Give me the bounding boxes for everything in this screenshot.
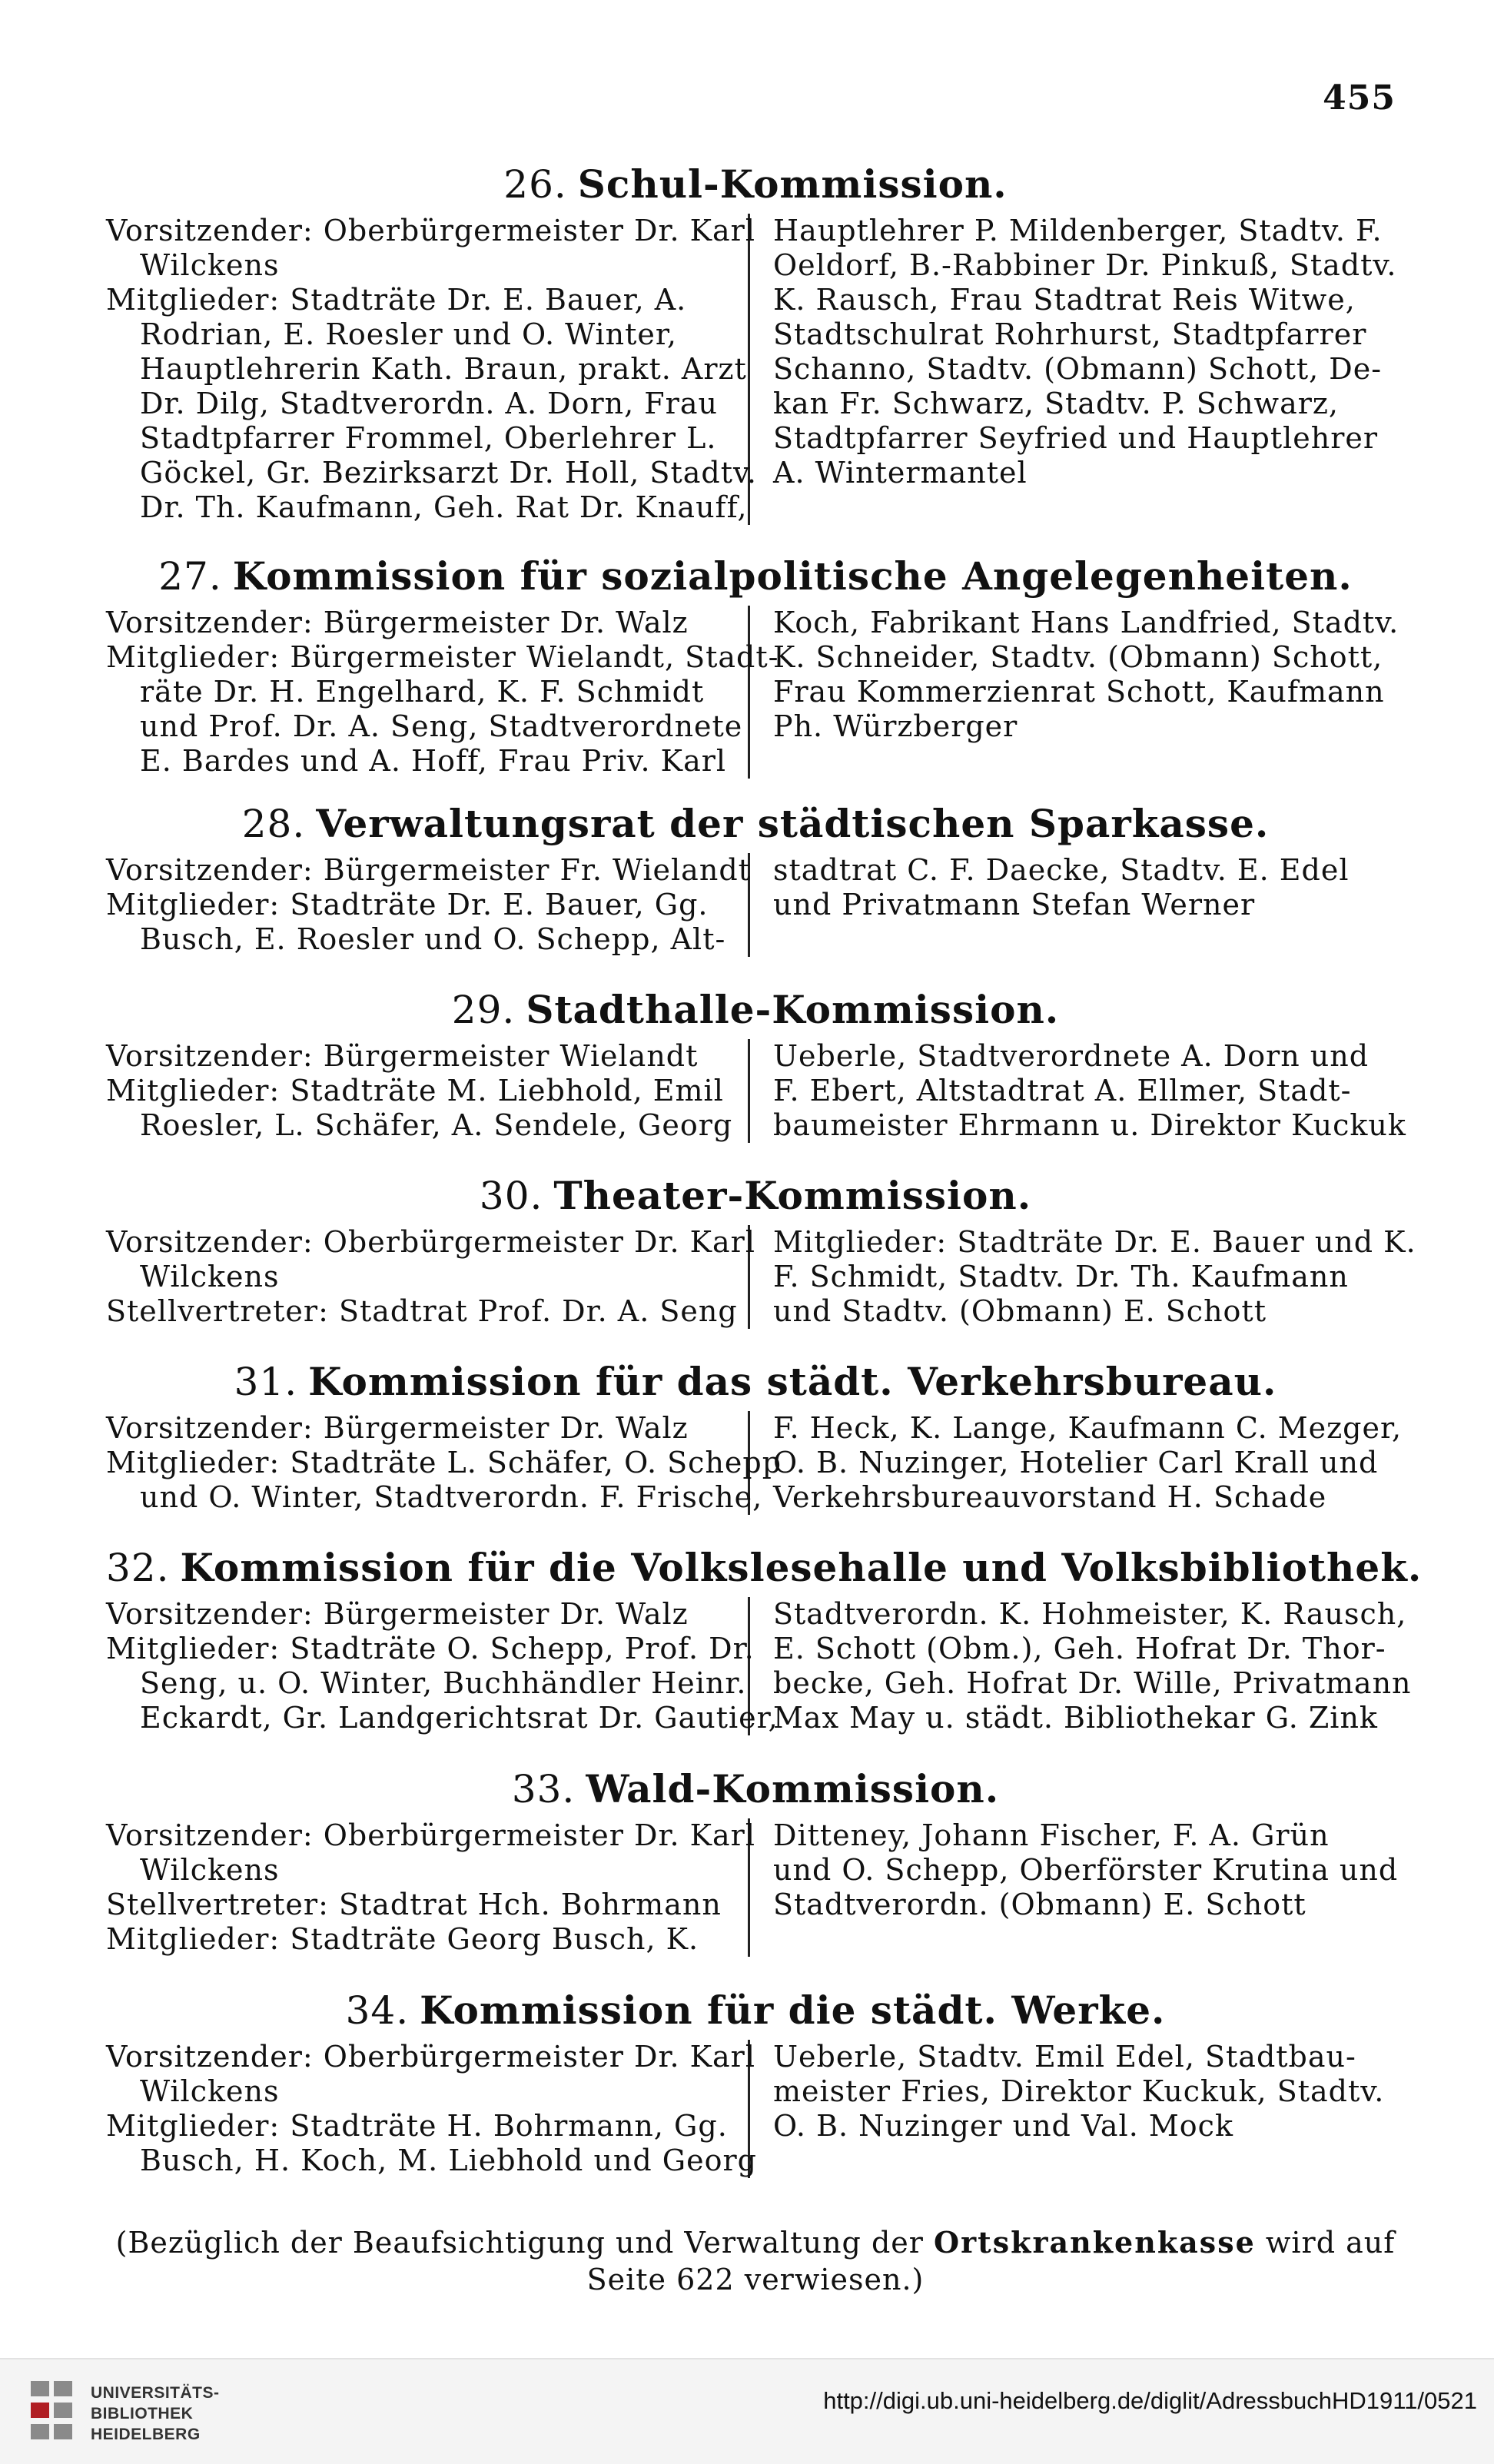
section-title <box>106 1357 1405 1406</box>
section-columns <box>106 1225 1416 1329</box>
text-line: F. Heck, K. Lange, Kaufmann C. Mezger, <box>773 1411 1403 1445</box>
text-line: Roesler, L. Schäfer, A. Sendele, Georg <box>140 1108 733 1142</box>
text-line: Ditteney, Johann Fischer, F. A. Grün <box>773 1818 1330 1852</box>
text-line: und O. Winter, Stadtverordn. F. Frische, <box>140 1480 763 1514</box>
text-line: O. B. Nuzinger, Hotelier Carl Krall und <box>773 1446 1379 1479</box>
left-column <box>106 853 750 957</box>
text-line: Stellvertreter: Stadtrat Hch. Bohrmann <box>106 1888 722 1921</box>
text-line: und Prof. Dr. A. Seng, Stadtverordnete <box>140 709 743 743</box>
text-line: Mitglieder: Stadträte Dr. E. Bauer, A. <box>106 283 687 317</box>
text-line: Stadtpfarrer Seyfried und Hauptlehrer <box>773 421 1379 455</box>
section-columns <box>106 606 1405 779</box>
section-number: 34. <box>345 1988 410 2033</box>
library-name <box>91 2383 220 2445</box>
text-line: A. Wintermantel <box>773 456 1028 490</box>
text-line: O. B. Nuzinger und Val. Mock <box>773 2109 1233 2143</box>
text-line: Mitglieder: Stadträte Dr. E. Bauer und K. <box>773 1225 1416 1259</box>
left-column <box>106 1039 750 1143</box>
text-line: F. Schmidt, Stadtv. Dr. Th. Kaufmann <box>773 1260 1349 1293</box>
right-column <box>750 1818 1405 1957</box>
section-columns <box>106 1818 1405 1957</box>
text-line: räte Dr. H. Engelhard, K. F. Schmidt <box>140 675 705 709</box>
text-line: Wilckens <box>140 248 280 282</box>
text-line: Stadtverordn. K. Hohmeister, K. Rausch, <box>773 1597 1407 1631</box>
section-31 <box>106 1357 1405 1515</box>
text-line: Vorsitzender: Bürgermeister Dr. Walz <box>106 606 689 639</box>
footnote-text-before: (Bezüglich der Beaufsichtigung und Verwaltung der <box>115 2226 924 2260</box>
text-line: Vorsitzender: Oberbürgermeister Dr. Karl <box>106 214 755 247</box>
text-line: Ueberle, Stadtv. Emil Edel, Stadtbau- <box>773 2040 1356 2074</box>
text-line: und Privatmann Stefan Werner <box>773 888 1256 922</box>
text-line: Dr. Th. Kaufmann, Geh. Rat Dr. Knauff, <box>140 490 748 524</box>
text-line: Ph. Würzberger <box>773 709 1018 743</box>
section-title-text: Verwaltungsrat der städtischen Sparkasse. <box>316 801 1270 846</box>
text-line: Wilckens <box>140 1853 280 1887</box>
text-line: Verkehrsbureauvorstand H. Schade <box>773 1480 1327 1514</box>
text-line: Ueberle, Stadtverordnete A. Dorn und <box>773 1039 1370 1073</box>
text-line: Stadtschulrat Rohrhurst, Stadtpfarrer <box>773 317 1367 351</box>
text-line: Dr. Dilg, Stadtverordn. A. Dorn, Frau <box>140 387 718 420</box>
section-27 <box>106 552 1405 779</box>
text-line: Göckel, Gr. Bezirksarzt Dr. Holl, Stadtv. <box>140 456 758 490</box>
section-title-text: Kommission für sozialpolitische Angelegenheiten. <box>232 553 1353 599</box>
section-title-text: Theater-Kommission. <box>553 1173 1032 1218</box>
section-title <box>106 1543 1423 1592</box>
section-columns <box>106 1411 1405 1515</box>
left-column <box>106 1411 782 1515</box>
section-number: 27. <box>158 554 222 599</box>
left-column <box>106 2040 758 2178</box>
section-title-text: Kommission für die städt. Werke. <box>420 1987 1166 2033</box>
library-logo-icon <box>28 2376 75 2447</box>
footnote-line2: Seite 622 verwiesen.) <box>586 2263 925 2296</box>
section-title <box>106 799 1405 848</box>
left-column <box>106 1818 755 1957</box>
section-columns <box>106 214 1405 525</box>
section-number: 32. <box>106 1546 170 1590</box>
text-line: und Stadtv. (Obmann) E. Schott <box>773 1294 1267 1328</box>
text-line: baumeister Ehrmann u. Direktor Kuckuk <box>773 1108 1406 1142</box>
section-34 <box>106 1986 1405 2178</box>
text-line: Mitglieder: Bürgermeister Wielandt, Stadt- <box>106 640 779 674</box>
text-line: Max May u. städt. Bibliothekar G. Zink <box>773 1701 1378 1735</box>
left-column <box>106 214 758 525</box>
text-line: Seng, u. O. Winter, Buchhändler Heinr. <box>140 1666 747 1700</box>
section-columns <box>106 2040 1405 2178</box>
text-line: Mitglieder: Stadträte Dr. E. Bauer, Gg. <box>106 888 709 922</box>
section-title-text: Kommission für das städt. Verkehrsbureau. <box>308 1359 1277 1404</box>
page-number: 455 <box>1323 78 1396 118</box>
text-line: Vorsitzender: Bürgermeister Dr. Walz <box>106 1597 689 1631</box>
text-line: Stadtpfarrer Frommel, Oberlehrer L. <box>140 421 717 455</box>
text-line: Vorsitzender: Bürgermeister Wielandt <box>106 1039 699 1073</box>
right-column <box>750 2040 1405 2178</box>
text-line: becke, Geh. Hofrat Dr. Wille, Privatmann <box>773 1666 1412 1700</box>
section-title <box>106 985 1405 1034</box>
footnote-bold-term: Ortskrankenkasse <box>934 2225 1256 2260</box>
right-column <box>750 1411 1405 1515</box>
section-title-text: Schul-Kommission. <box>577 161 1008 207</box>
text-line: Stellvertreter: Stadtrat Prof. Dr. A. Seng <box>106 1294 738 1328</box>
left-column <box>106 606 779 779</box>
source-url-link[interactable]: http://digi.ub.uni-heidelberg.de/diglit/AdressbuchHD1911/0521 <box>823 2387 1477 2414</box>
text-line: Wilckens <box>140 2074 280 2108</box>
section-title <box>106 1171 1405 1220</box>
text-line: K. Schneider, Stadtv. (Obmann) Schott, <box>773 640 1383 674</box>
section-title-text: Wald-Kommission. <box>586 1766 1000 1811</box>
text-line: Busch, E. Roesler und O. Schepp, Alt- <box>140 922 726 956</box>
section-number: 29. <box>451 988 516 1032</box>
text-line: Mitglieder: Stadträte O. Schepp, Prof. Dr. <box>106 1632 755 1665</box>
text-line: Vorsitzender: Oberbürgermeister Dr. Karl <box>106 1818 755 1852</box>
section-columns <box>106 853 1405 957</box>
text-line: Mitglieder: Stadträte M. Liebhold, Emil <box>106 1074 724 1107</box>
text-line: Stadtverordn. (Obmann) E. Schott <box>773 1888 1306 1921</box>
section-number: 28. <box>241 802 306 846</box>
text-line: kan Fr. Schwarz, Stadtv. P. Schwarz, <box>773 387 1339 420</box>
library-name-line: HEIDELBERG <box>91 2426 201 2443</box>
right-column <box>750 853 1405 957</box>
section-28 <box>106 799 1405 957</box>
right-column <box>750 606 1405 779</box>
left-column <box>106 1225 755 1329</box>
text-line: E. Bardes und A. Hoff, Frau Priv. Karl <box>140 744 727 778</box>
text-line: Mitglieder: Stadträte Georg Busch, K. <box>106 1922 699 1956</box>
text-line: K. Rausch, Frau Stadtrat Reis Witwe, <box>773 283 1356 317</box>
right-column <box>750 1039 1405 1143</box>
text-line: Mitglieder: Stadträte H. Bohrmann, Gg. <box>106 2109 728 2143</box>
section-title <box>106 552 1405 601</box>
section-title <box>106 1986 1405 2035</box>
section-number: 26. <box>503 162 567 207</box>
text-line: Hauptlehrer P. Mildenberger, Stadtv. F. <box>773 214 1383 247</box>
text-line: Frau Kommerzienrat Schott, Kaufmann <box>773 675 1385 709</box>
section-33 <box>106 1765 1405 1957</box>
text-line: Eckardt, Gr. Landgerichtsrat Dr. Gautier, <box>140 1701 779 1735</box>
section-32 <box>106 1543 1423 1735</box>
section-number: 31. <box>234 1360 298 1404</box>
left-column <box>106 1597 779 1735</box>
text-line: Vorsitzender: Bürgermeister Dr. Walz <box>106 1411 689 1445</box>
text-line: Vorsitzender: Oberbürgermeister Dr. Karl <box>106 2040 755 2074</box>
right-column <box>750 1225 1416 1329</box>
library-name-line: UNIVERSITÄTS- <box>91 2384 220 2402</box>
section-title <box>106 1765 1405 1814</box>
text-line: stadtrat C. F. Daecke, Stadtv. E. Edel <box>773 853 1350 887</box>
right-column <box>750 1597 1412 1735</box>
text-line: Koch, Fabrikant Hans Landfried, Stadtv. <box>773 606 1399 639</box>
right-column <box>750 214 1405 525</box>
text-line: Hauptlehrerin Kath. Braun, prakt. Arzt <box>140 352 747 386</box>
text-line: und O. Schepp, Oberförster Krutina und <box>773 1853 1399 1887</box>
section-number: 30. <box>479 1174 543 1218</box>
library-footer <box>0 2358 1494 2464</box>
text-line: F. Ebert, Altstadtrat A. Ellmer, Stadt- <box>773 1074 1352 1107</box>
section-29 <box>106 985 1405 1143</box>
section-title-text: Kommission für die Volkslesehalle und Volksbibliothek. <box>180 1545 1423 1590</box>
library-name-line: BIBLIOTHEK <box>91 2405 194 2422</box>
section-title-text: Stadthalle-Kommission. <box>526 987 1060 1032</box>
section-30 <box>106 1171 1416 1329</box>
footnote-text-after: wird auf <box>1265 2226 1396 2260</box>
text-line: Oeldorf, B.-Rabbiner Dr. Pinkuß, Stadtv. <box>773 248 1397 282</box>
section-number: 33. <box>511 1767 576 1811</box>
text-line: Schanno, Stadtv. (Obmann) Schott, De- <box>773 352 1383 386</box>
footnote <box>106 2224 1405 2298</box>
section-columns <box>106 1039 1405 1143</box>
text-line: meister Fries, Direktor Kuckuk, Stadtv. <box>773 2074 1385 2108</box>
text-line: Rodrian, E. Roesler und O. Winter, <box>140 317 677 351</box>
text-line: Mitglieder: Stadträte L. Schäfer, O. Schepp <box>106 1446 782 1479</box>
section-columns <box>106 1597 1412 1735</box>
text-line: Busch, H. Koch, M. Liebhold und Georg <box>140 2144 758 2177</box>
section-26 <box>106 160 1405 525</box>
text-line: Vorsitzender: Oberbürgermeister Dr. Karl <box>106 1225 755 1259</box>
text-line: Wilckens <box>140 1260 280 1293</box>
section-title <box>106 160 1405 209</box>
text-line: E. Schott (Obm.), Geh. Hofrat Dr. Thor- <box>773 1632 1386 1665</box>
text-line: Vorsitzender: Bürgermeister Fr. Wielandt <box>106 853 751 887</box>
